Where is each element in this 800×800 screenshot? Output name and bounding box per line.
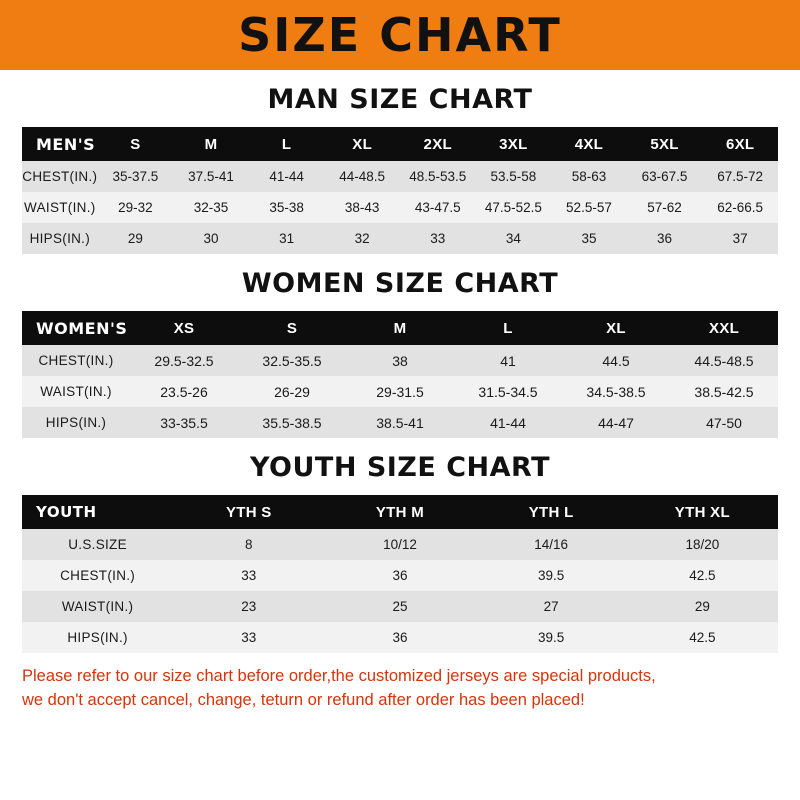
man-row-label-waist: WAIST(IN.) (24, 200, 96, 215)
section-women-size-chart (22, 268, 778, 438)
man-hips-s: 29 (127, 231, 143, 246)
man-row-label-hips: HIPS(IN.) (29, 231, 91, 246)
women-row-label-hips: HIPS(IN.) (45, 415, 107, 430)
table-row (22, 192, 778, 223)
man-col-6xl: 6XL (702, 127, 778, 161)
man-corner-label: MEN'S (22, 127, 98, 161)
man-chest-s: 35-37.5 (112, 169, 159, 184)
women-chest-xl: 44.5 (602, 352, 630, 369)
section-title-man: MAN SIZE CHART (267, 84, 533, 115)
youth-waist-xl: 29 (694, 599, 710, 614)
section-youth-size-chart (22, 452, 778, 653)
women-waist-xl: 34.5-38.5 (586, 383, 646, 400)
notice-line-2: we don't accept cancel, change, teturn or refund after order has been placed! (22, 690, 585, 709)
youth-waist-s: 23 (241, 599, 257, 614)
man-chest-m: 37.5-41 (188, 169, 234, 184)
women-chest-l: 41 (500, 352, 516, 369)
table-row (22, 161, 778, 192)
women-waist-xs: 23.5-26 (160, 383, 208, 400)
women-hips-l: 41-44 (490, 414, 526, 431)
section-title-women: WOMEN SIZE CHART (241, 268, 559, 299)
youth-hips-s: 33 (241, 630, 257, 645)
table-row (22, 223, 778, 254)
women-size-table (22, 311, 778, 438)
man-waist-m: 32-35 (193, 200, 229, 215)
man-col-m: M (173, 127, 249, 161)
women-hips-s: 35.5-38.5 (262, 414, 322, 431)
women-row-label-waist: WAIST(IN.) (40, 384, 112, 399)
women-col-s: S (238, 311, 346, 345)
content-area (0, 84, 800, 653)
man-waist-5xl: 57-62 (647, 200, 682, 215)
youth-chest-l: 39.5 (538, 568, 565, 583)
man-waist-4xl: 52.5-57 (566, 200, 612, 215)
youth-ussize-m: 10/12 (383, 537, 417, 552)
youth-row-label-waist: WAIST(IN.) (61, 599, 134, 614)
man-col-s: S (98, 127, 174, 161)
women-col-xxl: XXL (670, 311, 778, 345)
women-chest-m: 38 (392, 352, 408, 369)
section-title-youth: YOUTH SIZE CHART (249, 452, 551, 483)
man-col-3xl: 3XL (476, 127, 552, 161)
women-hips-xl: 44-47 (598, 414, 634, 431)
youth-col-s: YTH S (173, 495, 324, 529)
youth-ussize-xl: 18/20 (685, 537, 720, 552)
table-row (22, 345, 778, 376)
women-row-label-chest: CHEST(IN.) (38, 353, 114, 368)
women-corner-label: WOMEN'S (22, 311, 130, 345)
youth-col-m: YTH M (324, 495, 475, 529)
man-chest-6xl: 67.5-72 (717, 169, 764, 184)
youth-corner-label: YOUTH (22, 495, 173, 529)
women-hips-xxl: 47-50 (706, 414, 742, 431)
man-hips-m: 30 (203, 231, 219, 246)
man-hips-l: 31 (279, 231, 295, 246)
youth-col-xl: YTH XL (627, 495, 778, 529)
youth-chest-m: 36 (392, 568, 408, 583)
man-hips-4xl: 35 (581, 231, 597, 246)
man-col-5xl: 5XL (627, 127, 703, 161)
table-row (22, 529, 778, 560)
youth-row-label-chest: CHEST(IN.) (60, 568, 136, 583)
youth-size-table (22, 495, 778, 653)
youth-hips-m: 36 (392, 630, 408, 645)
youth-waist-m: 25 (392, 599, 408, 614)
women-waist-l: 31.5-34.5 (478, 383, 538, 400)
women-hips-m: 38.5-41 (376, 414, 424, 431)
youth-ussize-s: 8 (245, 537, 253, 552)
man-chest-l: 41-44 (269, 169, 304, 184)
order-policy-notice (22, 665, 778, 713)
page-title: SIZE CHART (238, 8, 562, 62)
table-row (22, 560, 778, 591)
women-hips-xs: 33-35.5 (160, 414, 208, 431)
man-hips-6xl: 37 (732, 231, 748, 246)
table-row (22, 622, 778, 653)
youth-ussize-l: 14/16 (534, 537, 569, 552)
youth-row-label-ussize: U.S.SIZE (68, 537, 127, 552)
table-header-row (22, 311, 778, 345)
man-chest-xl: 44-48.5 (339, 169, 386, 184)
youth-hips-xl: 42.5 (689, 630, 716, 645)
table-row (22, 376, 778, 407)
table-header-row (22, 127, 778, 161)
man-chest-2xl: 48.5-53.5 (409, 169, 467, 184)
man-col-2xl: 2XL (400, 127, 476, 161)
section-man-size-chart (22, 84, 778, 254)
man-row-label-chest: CHEST(IN.) (22, 169, 98, 184)
women-chest-xs: 29.5-32.5 (154, 352, 214, 369)
women-col-l: L (454, 311, 562, 345)
youth-hips-l: 39.5 (538, 630, 565, 645)
man-hips-2xl: 33 (430, 231, 446, 246)
man-waist-2xl: 43-47.5 (414, 200, 461, 215)
man-waist-6xl: 62-66.5 (717, 200, 764, 215)
table-header-row (22, 495, 778, 529)
man-waist-xl: 38-43 (344, 200, 380, 215)
man-waist-s: 29-32 (118, 200, 153, 215)
man-chest-5xl: 63-67.5 (641, 169, 688, 184)
women-waist-m: 29-31.5 (376, 383, 424, 400)
women-col-xs: XS (130, 311, 238, 345)
youth-row-label-hips: HIPS(IN.) (67, 630, 128, 645)
table-row (22, 591, 778, 622)
youth-chest-xl: 42.5 (689, 568, 716, 583)
table-row (22, 407, 778, 438)
man-hips-3xl: 34 (505, 231, 521, 246)
man-waist-3xl: 47.5-52.5 (484, 200, 542, 215)
man-col-4xl: 4XL (551, 127, 627, 161)
women-chest-s: 32.5-35.5 (262, 352, 322, 369)
youth-waist-l: 27 (543, 599, 559, 614)
man-col-l: L (249, 127, 325, 161)
women-waist-s: 26-29 (274, 383, 310, 400)
man-waist-l: 35-38 (269, 200, 304, 215)
man-col-xl: XL (324, 127, 400, 161)
man-chest-3xl: 53.5-58 (490, 169, 537, 184)
man-hips-5xl: 36 (657, 231, 673, 246)
header-banner (0, 0, 800, 70)
women-waist-xxl: 38.5-42.5 (694, 383, 754, 400)
notice-line-1: Please refer to our size chart before order,the customized jerseys are special products, (22, 667, 656, 685)
man-size-table (22, 127, 778, 254)
women-chest-xxl: 44.5-48.5 (694, 352, 754, 369)
women-col-xl: XL (562, 311, 670, 345)
women-col-m: M (346, 311, 454, 345)
youth-col-l: YTH L (476, 495, 627, 529)
youth-chest-s: 33 (241, 568, 257, 583)
man-chest-4xl: 58-63 (571, 169, 607, 184)
man-hips-xl: 32 (354, 231, 370, 246)
